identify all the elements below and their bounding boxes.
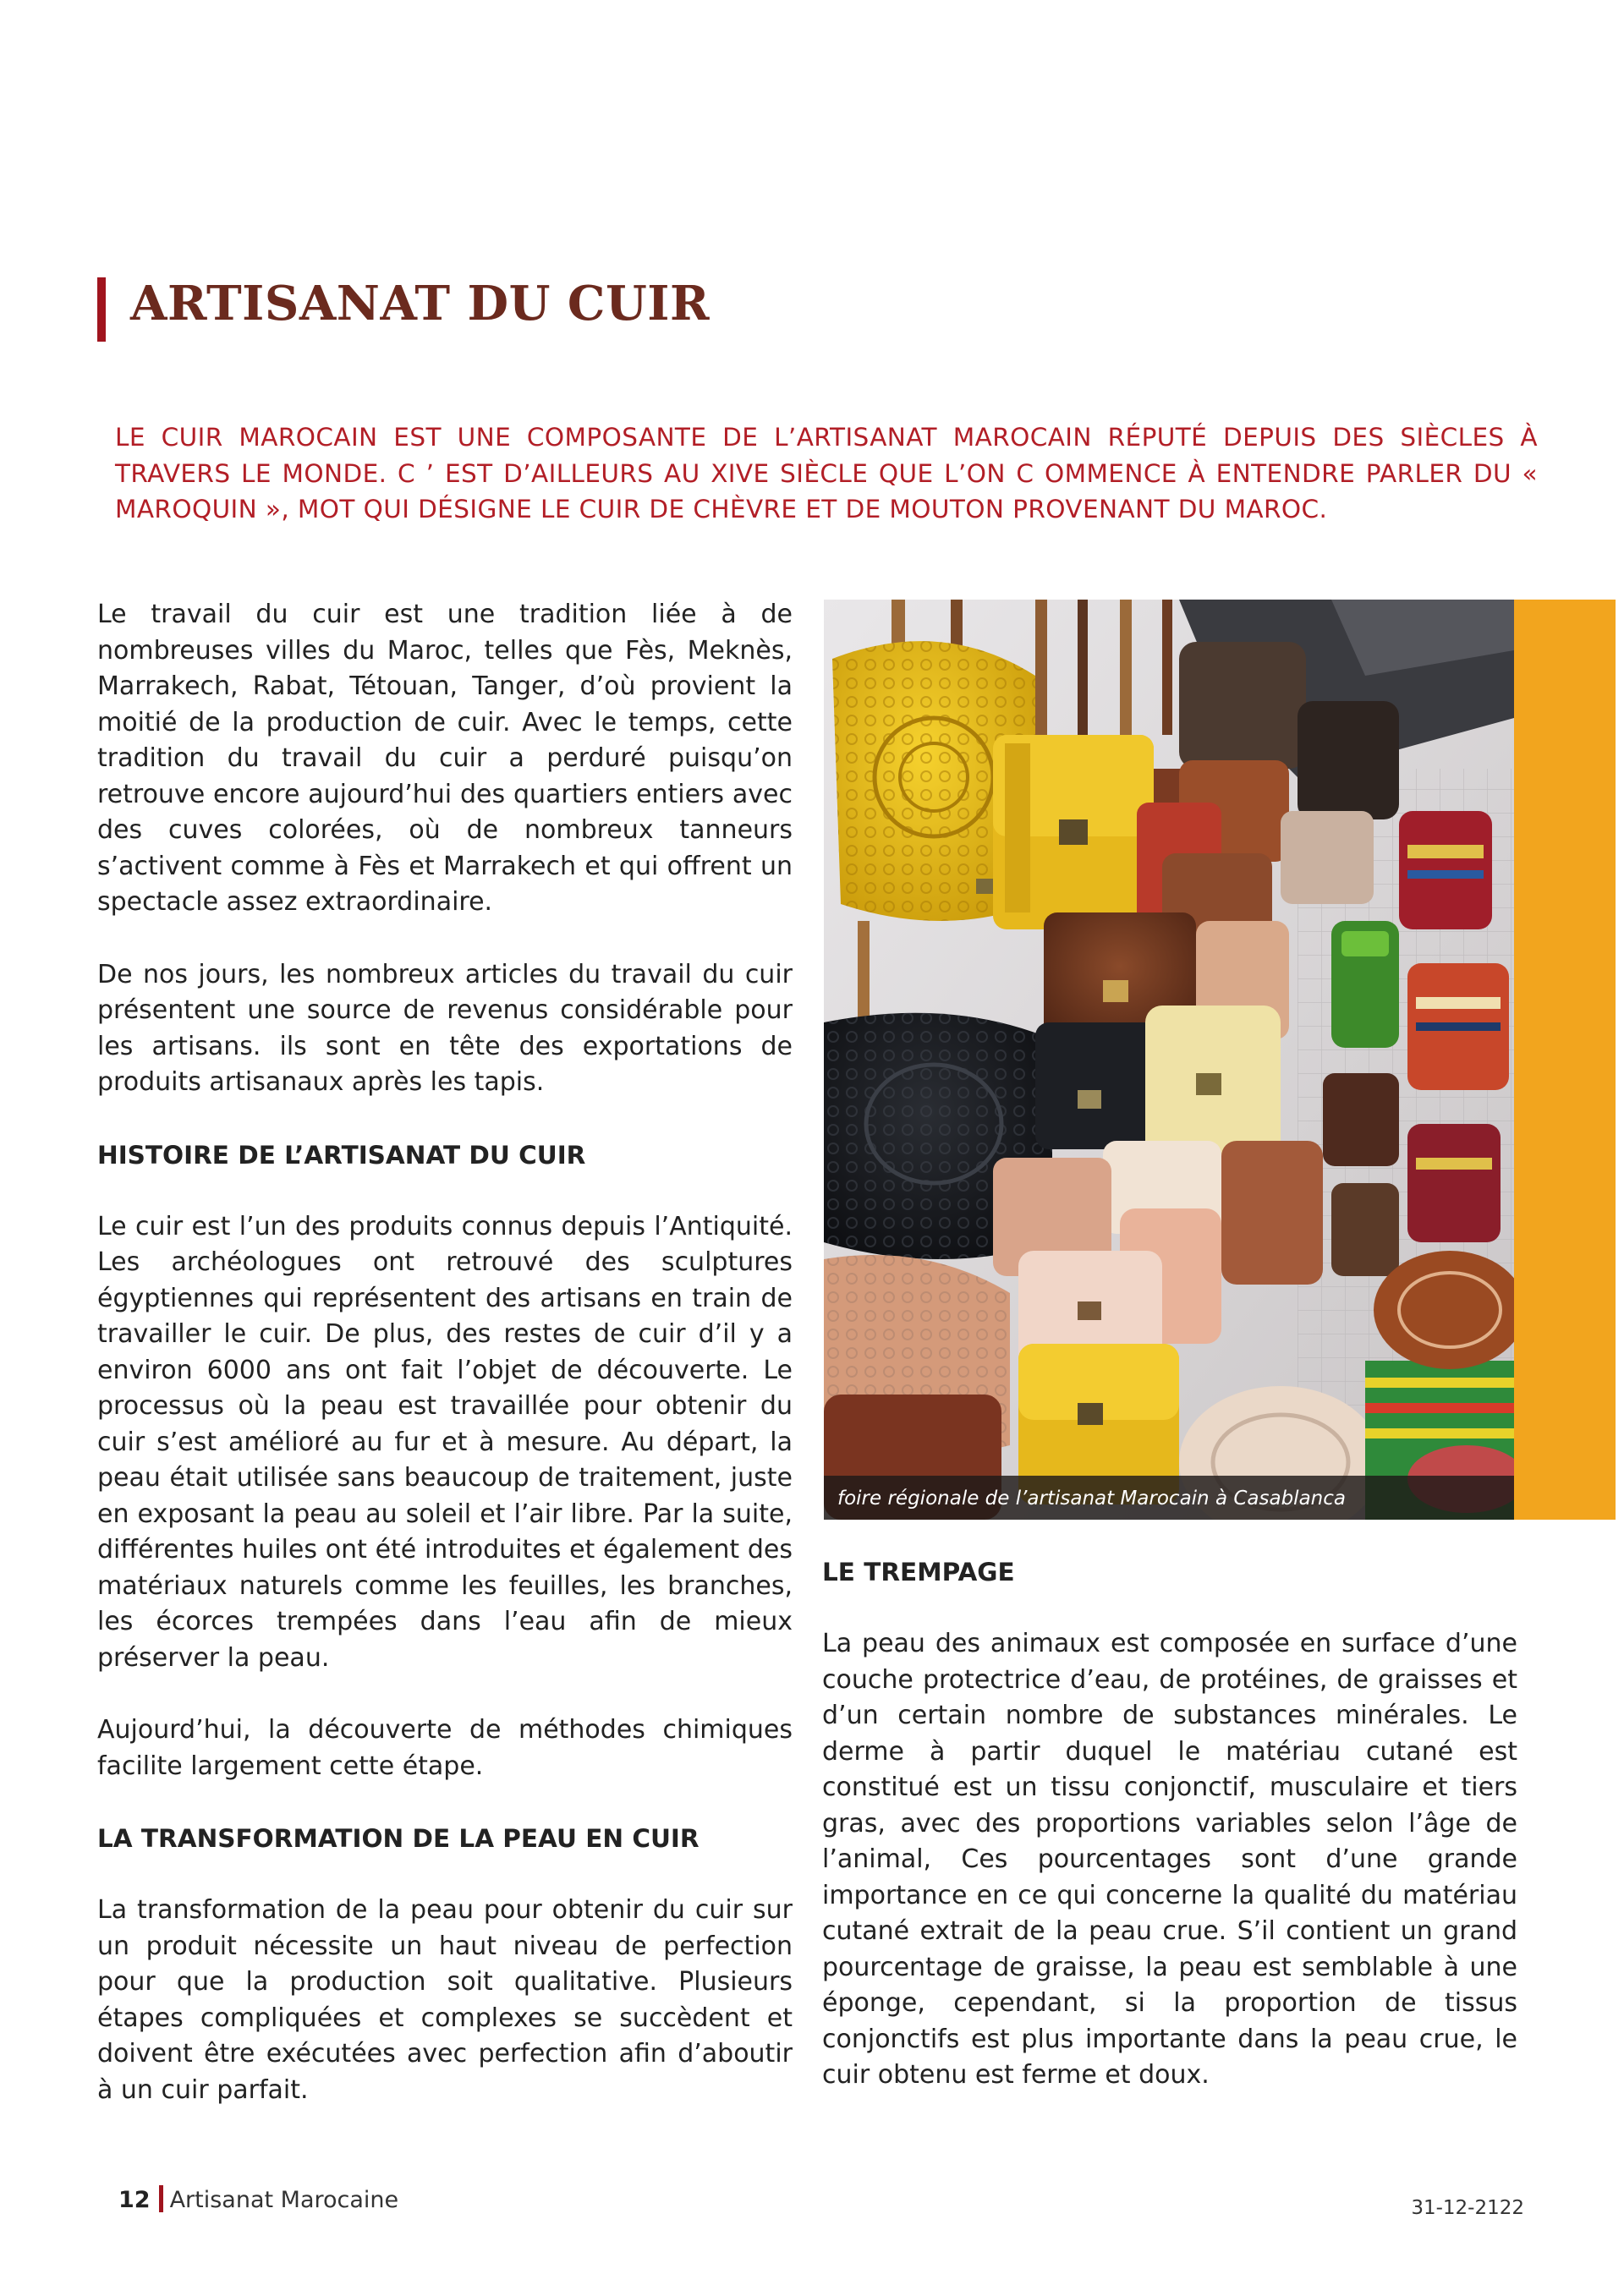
footer-left: [118, 2185, 398, 2216]
figure-caption: foire régionale de l’artisanat Marocain à Casablanca: [837, 1488, 1346, 1510]
paragraph: Le cuir est l’un des produits connus depuis l’Antiquité. Les archéologues ont retrouvé des sculptures égyptiennes qui représentent des artisans en train de travailler le cuir. De plus, des restes de cuir d’il y a environ 6000 ans ont fait l’objet de découverte. Le processus où la peau est travaillée pour obtenir du cuir s’est amélioré au fur et à mesure. Au départ, la peau était utilisée sans beaucoup de traitement, juste en exposant la peau au soleil et l’air libre. Par la suite, différentes huiles ont été introduites et également des matériaux naturels comme les feuilles, les branches, les écorces trempées dans l’eau afin de mieux préserver la peau.: [97, 1211, 793, 1673]
section-heading-histoire: HISTOIRE DE L’ARTISANAT DU CUIR: [97, 1140, 586, 1170]
paragraph: La peau des animaux est composée en surface d’une couche protectrice d’eau, de protéines, de graisses et d’un certain nombre de substances minérales. Le derme à partir duquel le matériau cutané est constitué est un tissu conjonctif, musculaire et tiers gras, avec des proportions variables selon l’âge de l’animal, Ces pourcentages sont d’une grande importance en ce qui concerne la qualité du matériau cutané extrait de la peau crue. S’il contient un grand pourcentage de graisse, la peau est semblable à une éponge, cependant, si la proportion de tissus conjonctifs est plus importante dans la peau crue, le cuir obtenu est ferme et doux.: [822, 1629, 1517, 2090]
orange-accent-bar: [1514, 600, 1616, 1520]
page-number: 12: [118, 2187, 151, 2213]
paragraph: Le travail du cuir est une tradition liée à de nombreuses villes du Maroc, telles que Fès, Meknès, Marrakech, Rabat, Tétouan, Tanger, d’où provient la moitié de la production de cuir. Avec le temps, cette tradition du travail du cuir a perduré puisqu’on retrouve encore aujourd’hui des quartiers entiers avec des cuves colorées, où de nombreux tanneurs s’activent comme à Fès et Marrakech et qui offrent un spectacle assez extraordinaire.: [97, 600, 793, 917]
caption-strip: [824, 1476, 1514, 1520]
intro-lede: LE CUIR MAROCAIN EST UNE COMPOSANTE DE L’ARTISANAT MAROCAIN RÉPUTÉ DEPUIS DES SIÈCLES À TRAVERS LE MONDE. C ’ EST D’AILLEURS AU XIVE SIÈCLE QUE L’ON C OMMENCE À ENTENDRE PARLER DU « MAROQUIN », MOT QUI DÉSIGNE LE CUIR DE CHÈVRE ET DE MOUTON PROVENANT DU MAROC.: [115, 423, 1538, 523]
section-heading-transformation: LA TRANSFORMATION DE LA PEAU EN CUIR: [97, 1824, 700, 1853]
photo-figure: [824, 600, 1514, 1520]
right-column: [822, 1554, 1517, 2094]
paragraph: De nos jours, les nombreux articles du travail du cuir présentent une source de revenus considérable pour les artisans. ils sont en tête des exportations de produits artisanaux après les tapis.: [97, 959, 793, 1097]
leather-bags-photo: [824, 600, 1514, 1520]
publication-name: Artisanat Marocaine: [169, 2187, 399, 2213]
footer-date: 31-12-2122: [1411, 2197, 1524, 2219]
title-accent-bar: [97, 277, 106, 342]
footer-separator: [159, 2185, 163, 2212]
left-column: [97, 597, 793, 2108]
paragraph: La transformation de la peau pour obtenir du cuir sur un produit nécessite un haut niveau de perfection pour que la production soit qualitative. Plusieurs étapes compliquées et complexes se succèdent et doivent être exécutées avec perfection afin d’aboutir à un cuir parfait.: [97, 1895, 793, 2105]
section-heading-trempage: LE TREMPAGE: [822, 1558, 1015, 1586]
paragraph: Aujourd’hui, la découverte de méthodes chimiques facilite largement cette étape.: [97, 1715, 793, 1781]
page-title: ARTISANAT DU CUIR: [130, 276, 710, 332]
